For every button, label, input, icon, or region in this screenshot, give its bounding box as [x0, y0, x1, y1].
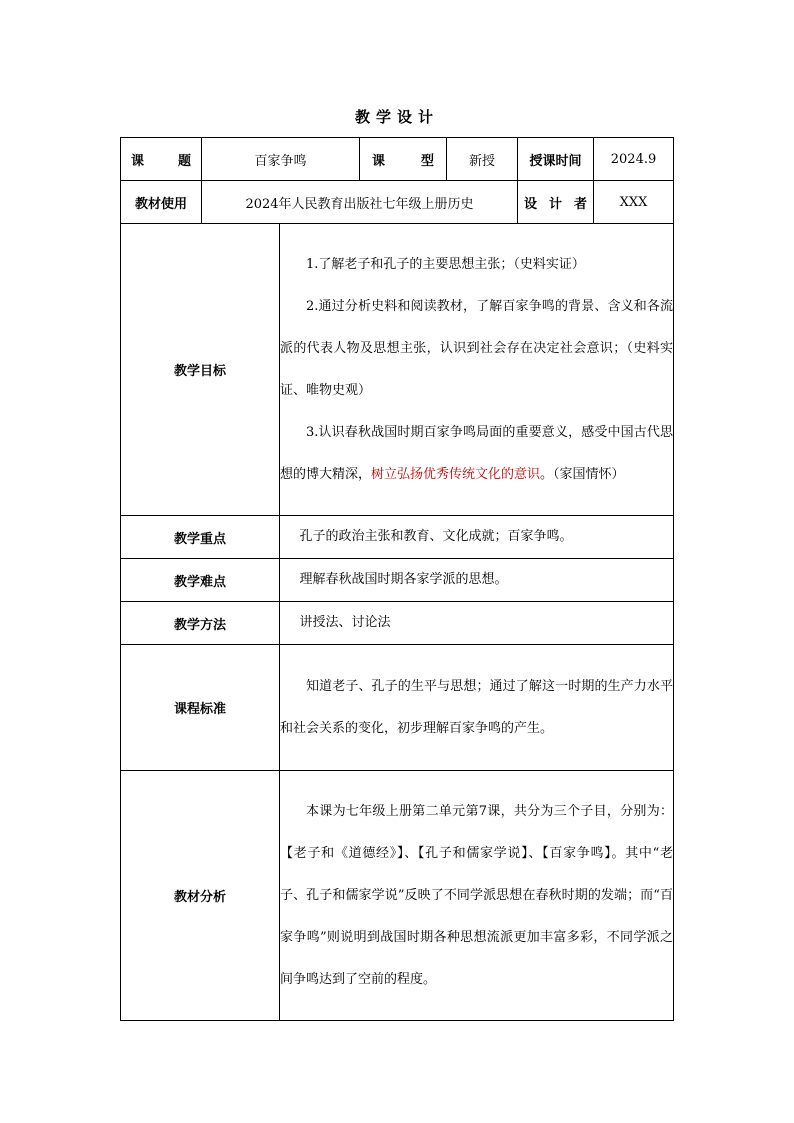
time-value: 2024.9 — [594, 138, 674, 181]
goals-paragraph-3 — [280, 412, 673, 496]
topic-label-cell — [121, 138, 202, 181]
designer-label-char-2: 计 — [549, 196, 563, 212]
type-label-cell — [360, 138, 447, 181]
analysis-label: 教材分析 — [121, 771, 280, 1021]
textbook-label: 教材使用 — [121, 181, 202, 224]
goals-p3-part-c: 。（家国情怀） — [540, 466, 625, 482]
key-points-text: 孔子的政治主张和教育、文化成就；百家争鸣。 — [299, 529, 573, 544]
difficulties-label: 教学难点 — [121, 559, 280, 602]
row-goals — [121, 224, 674, 516]
analysis-text: 本课为七年级上册第二单元第7课，共分为三个子目，分别为：【老子和《道德经》】、【孔子和儒家学说】、【百家争鸣】。其中“老子、孔子和儒家学说”反映了不同学派思想在春秋时期的发端；而“百家争鸣”则说明到战国时期各种思想流派更加丰富多彩，不同学派之间争鸣达到了空前的程度。 — [280, 803, 674, 987]
designer-value: XXX — [594, 181, 674, 224]
lesson-design-table — [120, 137, 674, 1021]
difficulties-text: 理解春秋战国时期各家学派的思想。 — [299, 572, 508, 587]
row-difficulties — [121, 559, 674, 602]
standards-content — [280, 645, 674, 771]
methods-content — [280, 602, 674, 645]
type-label-char-1: 课 — [372, 153, 386, 169]
topic-value: 百家争鸣 — [202, 138, 360, 181]
page-title: 教学设计 — [354, 108, 439, 126]
standards-label: 课程标准 — [121, 645, 280, 771]
type-label-char-2: 型 — [421, 153, 435, 169]
analysis-content — [280, 771, 674, 1021]
designer-label-cell — [518, 181, 594, 224]
type-value: 新授 — [447, 138, 518, 181]
methods-label: 教学方法 — [121, 602, 280, 645]
standards-text: 知道老子、孔子的生平与思想；通过了解这一时期的生产力水平和社会关系的变化，初步理解百家争鸣的产生。 — [280, 678, 674, 736]
row-key-points — [121, 516, 674, 559]
header-row-textbook — [121, 181, 674, 224]
designer-label-char-3: 者 — [573, 196, 587, 212]
header-row-topic — [121, 138, 674, 181]
goals-paragraph-1: 1.了解老子和孔子的主要思想主张；（史料实证） — [306, 256, 585, 272]
key-points-content — [280, 516, 674, 559]
methods-text: 讲授法、讨论法 — [299, 615, 391, 630]
key-points-label: 教学重点 — [121, 516, 280, 559]
goals-label: 教学目标 — [121, 224, 280, 516]
goals-paragraph-2: 2.通过分析史料和阅读教材，了解百家争鸣的背景、含义和各流派的代表人物及思想主张，认识到社会存在决定社会意识；（史料实证、唯物史观） — [280, 298, 674, 398]
difficulties-content — [280, 559, 674, 602]
topic-label-char-2: 题 — [177, 153, 191, 169]
row-standards — [121, 645, 674, 771]
textbook-value: 2024年人民教育出版社七年级上册历史 — [202, 181, 518, 224]
time-label: 授课时间 — [518, 138, 594, 181]
row-analysis — [121, 771, 674, 1021]
goals-p3-highlight: 树立弘扬优秀传统文化的意识 — [371, 466, 541, 482]
goals-content — [280, 224, 674, 516]
goals-p3-part-a: 3.认识春秋战国时期百家争鸣局面的重要意义，感受中国古代思想的博大精深， — [280, 424, 674, 482]
designer-label-char-1: 设 — [524, 196, 538, 212]
row-methods — [121, 602, 674, 645]
topic-label-char-1: 课 — [131, 153, 145, 169]
